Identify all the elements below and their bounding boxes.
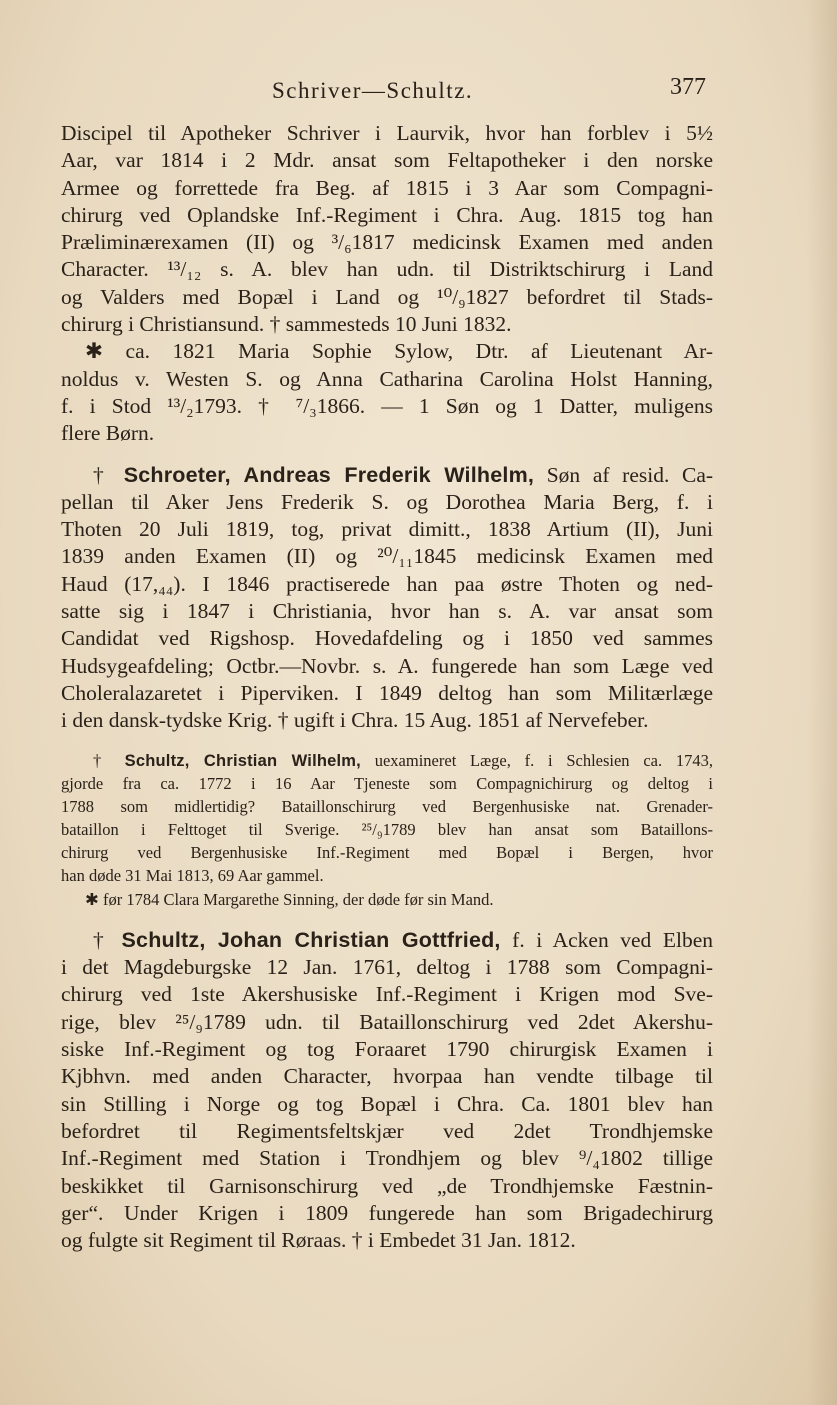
- marriage-line: ✱ ca. 1821 Maria Sophie Sylow, Dtr. af Lieutenant Ar-: [85, 339, 713, 364]
- text-line: og Valders med Bopæl i Land og ¹⁰/₉1827 befordret til Stads-: [61, 284, 713, 309]
- text-line: noldus v. Westen S. og Anna Catharina Carolina Holst Hanning,: [61, 366, 713, 391]
- text-run: f. i Acken ved Elben: [512, 927, 714, 952]
- entry-first-line: [61, 462, 713, 489]
- text-line: chirurg ved Oplandske Inf.-Regiment i Chra. Aug. 1815 tog han: [61, 202, 713, 227]
- text-line: satte sig i 1847 i Christiania, hvor han s. A. var ansat som: [61, 599, 713, 624]
- page-number: 377: [670, 74, 706, 100]
- text-line: 1788 som midlertidig? Bataillonschirurg ved Bergenhusiske nat. Grenader-: [61, 796, 713, 816]
- text-line: befordret til Regimentsfeltskjær ved 2det Trondhjemske: [61, 1118, 713, 1143]
- text-line: Hudsygeafdeling; Octbr.—Novbr. s. A. fungerede han som Læge ved: [61, 653, 713, 678]
- marriage-line: ✱ før 1784 Clara Margarethe Sinning, der døde før sin Mand.: [85, 889, 494, 909]
- text-line: Choleralazaretet i Piperviken. I 1849 deltog han som Militærlæge: [61, 680, 713, 705]
- text-line: Discipel til Apotheker Schriver i Laurvik, hvor han forblev i 5½: [61, 121, 713, 145]
- text-line: f. i Stod ¹³/₂1793. † ⁷/₃1866. — 1 Søn og 1 Datter, muligens: [61, 393, 713, 418]
- text-line: chirurg i Christiansund. † sammesteds 10 Juni 1832.: [61, 312, 512, 337]
- text-line: chirurg ved 1ste Akershusiske Inf.-Regiment i Krigen mod Sve-: [61, 982, 713, 1007]
- text-line: og fulgte sit Regiment til Røraas. † i Embedet 31 Jan. 1812.: [61, 1228, 576, 1253]
- text-line: 1839 anden Examen (II) og ²⁰/₁₁1845 medicinsk Examen med: [61, 544, 713, 569]
- dagger-mark: †: [93, 462, 112, 487]
- text-line: siske Inf.-Regiment og tog Foraaret 1790 chirurgisk Examen i: [61, 1037, 713, 1062]
- page-body: [61, 120, 713, 1254]
- entry-schroeter: [61, 462, 713, 735]
- text-line: Character. ¹³/₁₂ s. A. blev han udn. til Distriktschirurg i Land: [61, 257, 713, 282]
- headword: Schultz, Johan Christian Gottfried,: [121, 927, 501, 952]
- running-head: Schriver—Schultz.: [272, 78, 474, 103]
- text-line: Armee og forrettede fra Beg. af 1815 i 3 Aar som Compagni-: [61, 175, 713, 200]
- text-line: Kjbhvn. med anden Character, hvorpaa han vendte tilbage til: [61, 1064, 713, 1089]
- text-line: ger“. Under Krigen i 1809 fungerede han som Brigadechirurg: [61, 1200, 713, 1225]
- text-line: beskikket til Garnisonschirurg ved „de Trondhjemske Fæstnin-: [61, 1173, 713, 1198]
- headword: Schultz, Christian Wilhelm,: [124, 751, 361, 770]
- page-edge-shade: [807, 0, 837, 1405]
- page-header: [0, 74, 837, 114]
- text-line: i den dansk-tydske Krig. † ugift i Chra. 15 Aug. 1851 af Nervefeber.: [61, 708, 649, 733]
- text-line: han døde 31 Mai 1813, 69 Aar gammel.: [61, 866, 324, 886]
- text-line: pellan til Aker Jens Frederik S. og Dorothea Maria Berg, f. i: [61, 489, 713, 514]
- entry-schultz-johan-christian-gottfried: [61, 927, 713, 1255]
- text-run: Søn af resid. Ca-: [546, 462, 714, 487]
- entry-first-line: [61, 927, 713, 954]
- headword: Schroeter, Andreas Frederik Wilhelm,: [123, 462, 535, 487]
- text-line: Candidat ved Rigshosp. Hovedafdeling og i 1850 ved sammes: [61, 626, 713, 651]
- entry-schultz-christian-wilhelm: [61, 749, 713, 911]
- text-line: Præliminærexamen (II) og ³/₆1817 medicinsk Examen med anden: [61, 230, 713, 255]
- text-line: chirurg ved Bergenhusiske Inf.-Regiment med Bopæl i Bergen, hvor: [61, 843, 713, 863]
- text-line: bataillon i Felttoget til Sverige. ²⁵/₉1789 blev han ansat som Bataillons-: [61, 820, 713, 840]
- dagger-mark: †: [93, 927, 110, 952]
- text-line: sin Stilling i Norge og tog Bopæl i Chra. Ca. 1801 blev han: [61, 1091, 713, 1116]
- text-line: flere Børn.: [61, 421, 155, 446]
- text-line: Aar, var 1814 i 2 Mdr. ansat som Feltapotheker i den norske: [61, 148, 713, 173]
- text-line: Inf.-Regiment med Station i Trondhjem og blev ⁹/₄1802 tillige: [61, 1146, 713, 1171]
- dagger-mark: †: [93, 750, 111, 770]
- entry-schriver-continued: [61, 120, 713, 448]
- text-line: gjorde fra ca. 1772 i 16 Aar Tjeneste som Compagnichirurg og deltog i: [61, 773, 713, 793]
- text-line: rige, blev ²⁵/₉1789 udn. til Bataillonschirurg ved 2det Akershu-: [61, 1009, 713, 1034]
- text-line: i det Magdeburgske 12 Jan. 1761, deltog i 1788 som Compagni-: [61, 955, 713, 980]
- text-line: Thoten 20 Juli 1819, tog, privat dimitt., 1838 Artium (II), Juni: [61, 517, 713, 542]
- text-line: Haud (17,₄₄). I 1846 practiserede han paa østre Thoten og ned-: [61, 571, 713, 596]
- text-run: uexamineret Læge, f. i Schlesien ca. 1743,: [374, 750, 713, 770]
- entry-first-line: [61, 749, 713, 772]
